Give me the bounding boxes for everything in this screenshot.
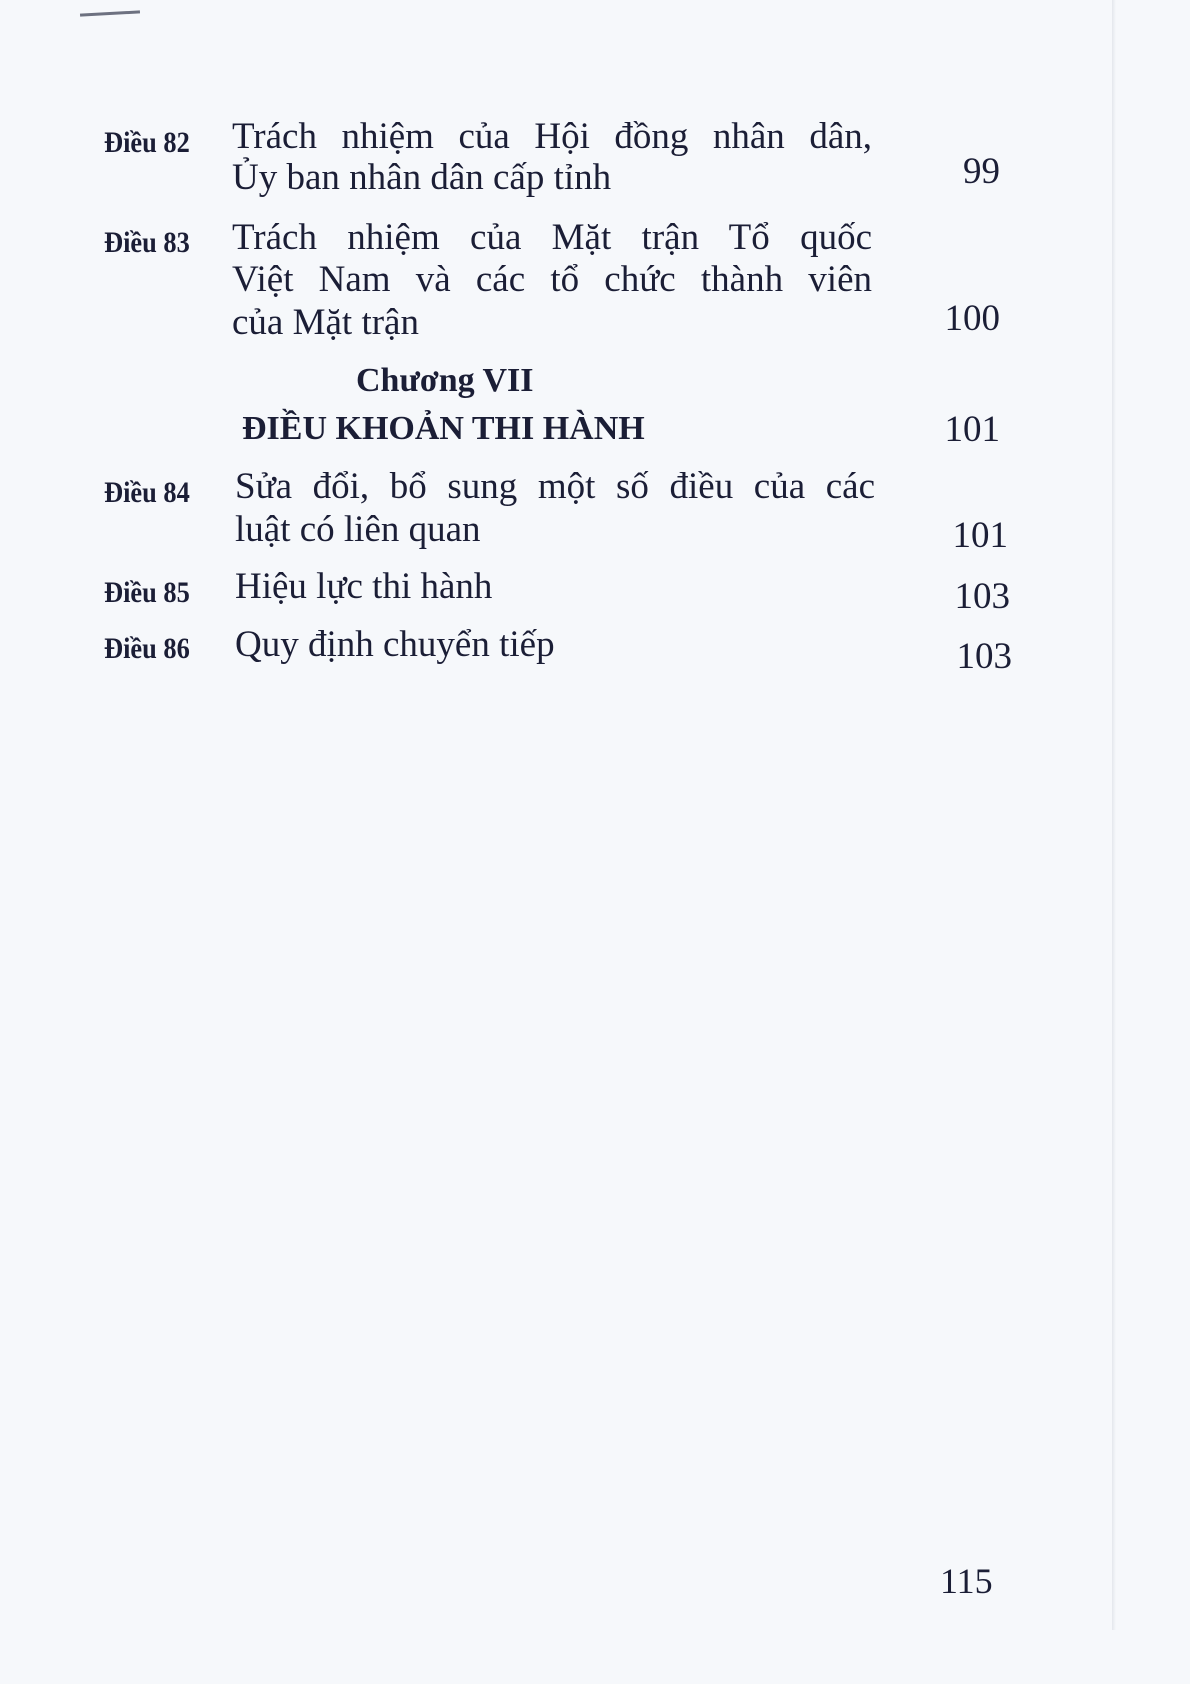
page-ref: 100 [944, 298, 1000, 339]
article-label: Điều 82 [104, 126, 190, 159]
page-edge [1112, 0, 1116, 1630]
entry-text: Việt Nam và các tổ chức thành viên [232, 259, 872, 300]
entry-text: Quy định chuyển tiếp [235, 624, 555, 665]
article-label: Điều 85 [104, 576, 190, 609]
entry-text: Sửa đổi, bổ sung một số điều của các [235, 466, 875, 507]
page-ref: 103 [954, 576, 1010, 617]
entry-text: Hiệu lực thi hành [235, 566, 493, 607]
page-ref: 103 [956, 636, 1012, 677]
article-label: Điều 84 [104, 476, 190, 509]
chapter-title: ĐIỀU KHOẢN THI HÀNH [242, 410, 645, 447]
page-ref: 101 [944, 409, 1000, 450]
entry-text: Trách nhiệm của Mặt trận Tổ quốc [232, 217, 872, 258]
entry-text: Trách nhiệm của Hội đồng nhân dân, [232, 116, 872, 157]
article-label: Điều 83 [104, 226, 190, 259]
page-ref: 101 [952, 515, 1008, 556]
page-corner-mark [80, 10, 140, 16]
entry-text: Ủy ban nhân dân cấp tỉnh [232, 157, 612, 198]
article-label: Điều 86 [104, 632, 190, 665]
entry-text: của Mặt trận [232, 302, 419, 343]
chapter-number: Chương VII [356, 362, 534, 399]
entry-text: luật có liên quan [235, 509, 481, 550]
page-ref: 99 [963, 151, 1000, 192]
page-number: 115 [940, 1561, 993, 1601]
